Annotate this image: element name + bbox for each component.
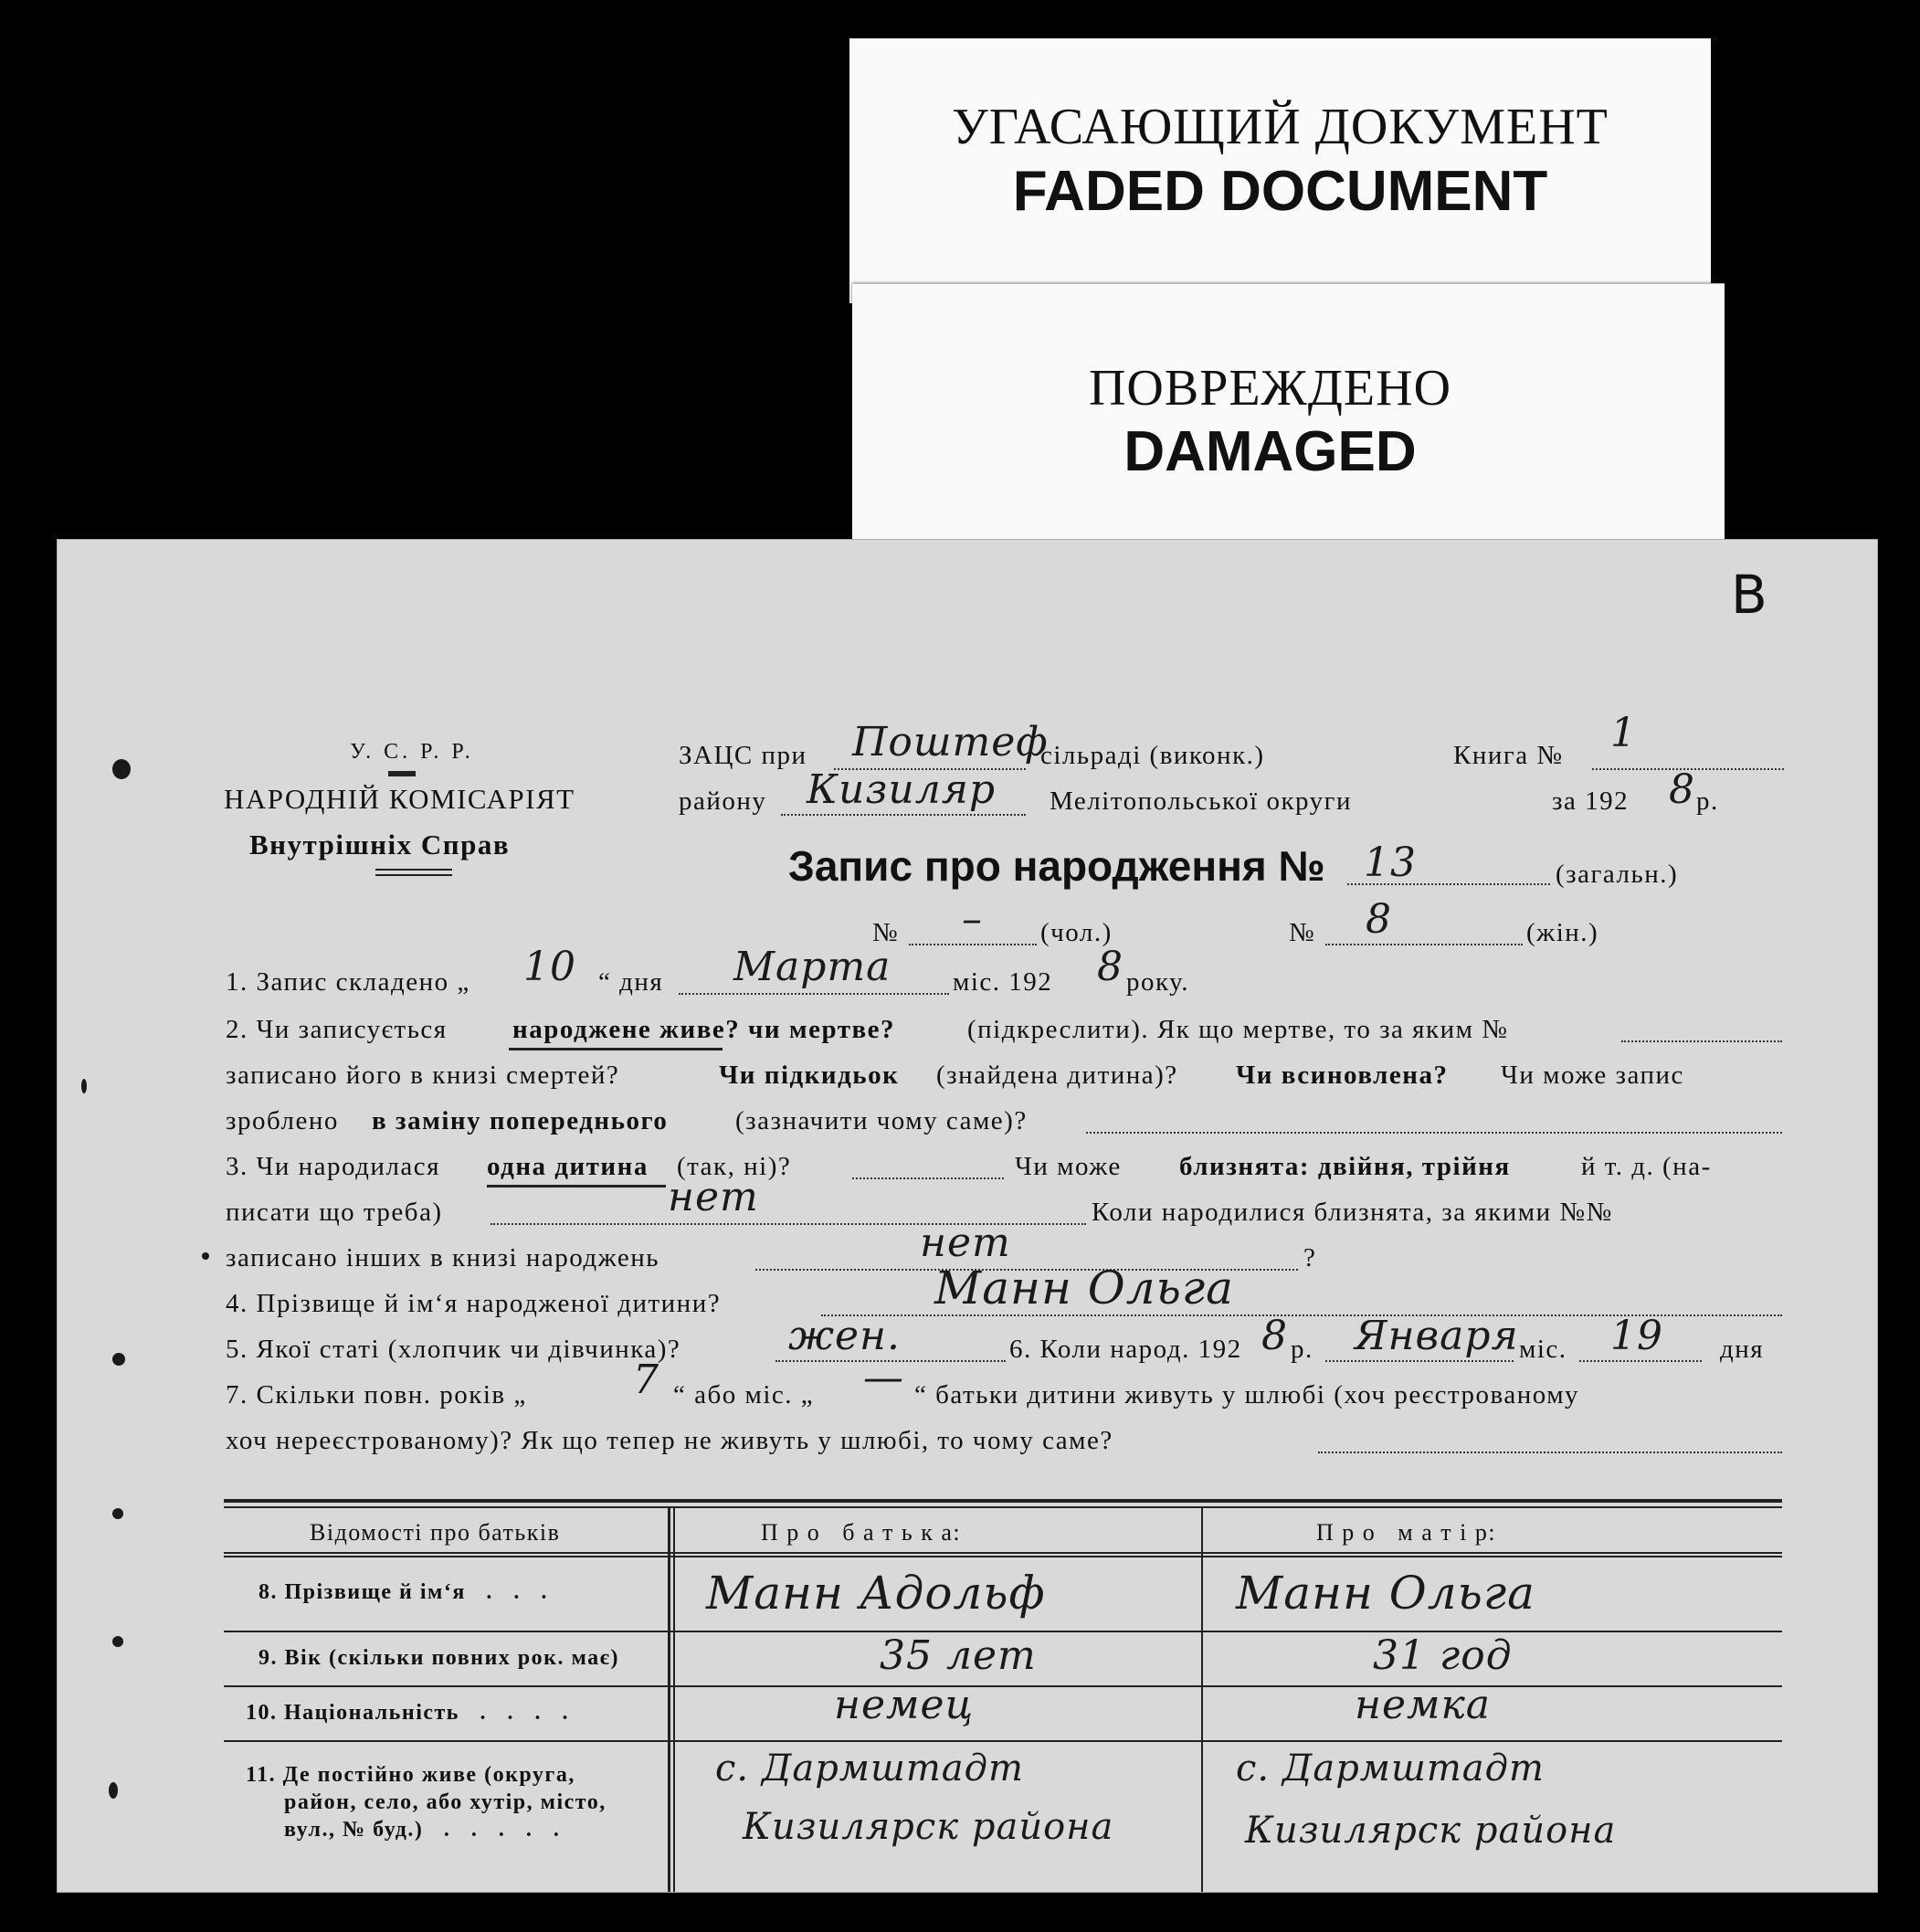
item3-d: Чи може: [1015, 1152, 1122, 1181]
item3-twins: близнята: двійня, трійня: [1179, 1152, 1511, 1181]
fill-line: [1325, 1360, 1514, 1362]
punch-hole: [112, 1508, 123, 1519]
damaged-label-ru: ПОВРЕЖДЕНО: [1088, 360, 1452, 417]
header-underline: [375, 869, 452, 871]
item1-d: року.: [1126, 967, 1190, 997]
item7-c: “ батьки дитини живуть у шлюбі (хоч реєстрованому: [914, 1380, 1580, 1409]
col-header-info: Відомості про батьків: [310, 1519, 561, 1546]
item3-line3-b: ?: [1303, 1243, 1317, 1272]
item2-foundling: Чи підкидьок: [719, 1061, 900, 1090]
item3-twins-answer: нет: [668, 1174, 759, 1220]
item6-a: 6. Коли народ. 192: [1009, 1335, 1242, 1364]
punch-hole: [202, 1252, 209, 1260]
header-ussr: У. С. Р. Р.: [350, 740, 474, 764]
row8-label: 8. Прізвище й ім‘я . . .: [258, 1580, 548, 1604]
birth-month: Января: [1355, 1313, 1519, 1359]
table-rule: [224, 1506, 1782, 1508]
item6-d: дня: [1720, 1335, 1765, 1364]
faded-label-ru: УГАСАЮЩИЙ ДОКУМЕНТ: [952, 99, 1609, 155]
mother-nationality: немка: [1355, 1682, 1492, 1728]
table-rule: [224, 1499, 1782, 1503]
item2-c: (підкреслити). Як що мертве, то за яким №: [967, 1015, 1509, 1044]
item1-a: 1. Запис складено „: [226, 967, 470, 997]
item6-c: міс.: [1519, 1335, 1567, 1364]
record-number: 13: [1364, 839, 1417, 886]
item3-other-answer: нет: [920, 1219, 1011, 1266]
zags-suffix: сільраді (виконк.): [1040, 741, 1265, 770]
table-col-divider: [673, 1508, 675, 1892]
marriage-years: 7: [633, 1357, 659, 1403]
item1-day: 10: [523, 944, 576, 990]
okrug: Мелітопольської округи: [1050, 787, 1353, 816]
punch-hole: [112, 1636, 123, 1647]
row11-label-line3: вул., № буд.) . . . . .: [284, 1818, 561, 1842]
punch-hole: [109, 1782, 118, 1799]
header-commissariat: НАРОДНІЙ КОМІСАРІЯТ: [224, 783, 575, 815]
faded-document-slip: [849, 38, 1711, 303]
female-suffix: (жін.): [1526, 918, 1599, 947]
marriage-months: —: [863, 1355, 904, 1401]
col-header-mother: П р о м а т і р:: [1316, 1519, 1497, 1546]
corner-mark: В: [1731, 564, 1767, 626]
year-suffix: р.: [1696, 787, 1719, 816]
book-number: 1: [1610, 710, 1637, 756]
item7-line2: хоч нереєстрованому)? Як що тепер не живуть у шлюбі, то чому саме?: [226, 1426, 1113, 1455]
item7-b: “ або міс. „: [673, 1380, 815, 1409]
item1-year: 8: [1097, 944, 1124, 990]
item2-adopted: Чи всиновлена?: [1236, 1061, 1449, 1090]
damaged-slip: [852, 283, 1725, 549]
item1-b: “ дня: [598, 967, 664, 997]
row11-label-line1: 11. Де постійно живе (округа,: [246, 1763, 575, 1787]
fill-line: [1086, 1132, 1782, 1134]
father-residence-district: Кизилярск района: [743, 1806, 1114, 1848]
female-number: 8: [1366, 896, 1392, 943]
fill-line: [852, 1177, 1004, 1179]
underline-alive: [509, 1048, 723, 1050]
female-label: №: [1289, 918, 1316, 947]
mother-residence-district: Кизилярск района: [1245, 1810, 1617, 1852]
header-underline: [375, 874, 452, 876]
item2-a: 2. Чи записується: [226, 1015, 448, 1044]
rayon-name: Кизиляр: [807, 766, 997, 813]
fill-line: [781, 814, 1026, 816]
record-title: Запис про народження №: [788, 842, 1325, 890]
birth-record-card: [57, 539, 1878, 1893]
item3-line3-a: записано інших в книзі народжень: [226, 1243, 659, 1272]
fill-line: [679, 993, 949, 995]
birth-day: 19: [1610, 1313, 1663, 1359]
rayon-prefix: району: [679, 787, 767, 816]
father-age: 35 лет: [880, 1632, 1037, 1679]
mother-residence-village: с. Дармштадт: [1236, 1747, 1545, 1789]
item3-f: й т. д. (на-: [1581, 1152, 1712, 1181]
item4-a: 4. Прізвище й ім‘я народженої дитини?: [226, 1289, 722, 1318]
item6-b: р.: [1291, 1335, 1313, 1364]
fill-line: [1318, 1452, 1782, 1453]
year-digit: 8: [1669, 766, 1695, 813]
faded-label-en: FADED DOCUMENT: [1012, 160, 1548, 223]
item2-line2-c: (знайдена дитина)?: [936, 1061, 1178, 1090]
item2-replacement: в заміну попереднього: [372, 1106, 669, 1135]
header-internal-affairs: Внутрішніх Справ: [249, 829, 511, 860]
item2-alive-dead: народжене живе? чи мертве?: [512, 1015, 896, 1044]
row10-label: 10. Національність . . . .: [246, 1701, 569, 1725]
fill-line: [1325, 944, 1523, 945]
zags-place: Поштеф: [852, 719, 1049, 765]
book-label: Книга №: [1453, 741, 1564, 770]
punch-hole: [81, 1079, 87, 1093]
year-prefix: за 192: [1552, 787, 1630, 816]
item1-month: Марта: [733, 944, 891, 990]
child-sex: жен.: [788, 1313, 902, 1359]
underline-single: [487, 1185, 666, 1188]
item3-line2-b: Коли народилися близнята, за якими №№: [1092, 1198, 1613, 1227]
table-rule: [224, 1552, 1782, 1554]
col-header-father: П р о б а т ь к а:: [761, 1519, 962, 1546]
fill-line: [1347, 883, 1550, 885]
item2-line2-e: Чи може запис: [1501, 1061, 1684, 1090]
fill-line: [1621, 1040, 1782, 1042]
table-col-divider: [1201, 1508, 1203, 1892]
item1-c: міс. 192: [953, 967, 1053, 997]
birth-year: 8: [1261, 1313, 1288, 1359]
fill-line: [909, 944, 1037, 945]
table-col-divider: [668, 1508, 670, 1892]
damaged-label-en: DAMAGED: [1124, 420, 1417, 483]
male-number: –: [962, 896, 983, 943]
father-residence-village: с. Дармштадт: [715, 1747, 1024, 1789]
item3-c: (так, ні)?: [677, 1152, 792, 1181]
item3-line2-a: писати що треба): [226, 1198, 443, 1227]
child-name: Манн Ольга: [934, 1262, 1234, 1314]
header-divider: [388, 771, 416, 776]
item2-line3-c: (зазначити чому саме)?: [735, 1106, 1028, 1135]
fill-line: [1579, 1360, 1702, 1362]
item7-a: 7. Скільки повн. років „: [226, 1380, 527, 1409]
item2-line3-a: зроблено: [226, 1106, 339, 1135]
male-suffix: (чол.): [1040, 918, 1113, 947]
father-name: Манн Адольф: [706, 1567, 1046, 1620]
table-rule: [224, 1556, 1782, 1557]
row11-label-line2: район, село, або хутір, місто,: [284, 1790, 607, 1814]
punch-hole: [112, 759, 131, 779]
mother-age: 31 год: [1373, 1632, 1513, 1679]
table-rule: [224, 1685, 1782, 1687]
row9-label: 9. Вік (скільки повних рок. має): [258, 1646, 620, 1670]
item2-line2-a: записано його в книзі смертей?: [226, 1061, 620, 1090]
item3-single-child: одна дитина: [487, 1152, 649, 1181]
item5-a: 5. Якої статі (хлопчик чи дівчинка)?: [226, 1335, 681, 1364]
punch-hole: [112, 1353, 125, 1366]
male-label: №: [872, 918, 900, 947]
table-rule: [224, 1740, 1782, 1742]
zags-prefix: ЗАЦС при: [679, 741, 807, 770]
item3-a: 3. Чи народилася: [226, 1152, 441, 1181]
father-nationality: немец: [834, 1682, 975, 1728]
mother-name: Манн Ольга: [1236, 1567, 1535, 1620]
record-general: (загальн.): [1556, 860, 1679, 889]
